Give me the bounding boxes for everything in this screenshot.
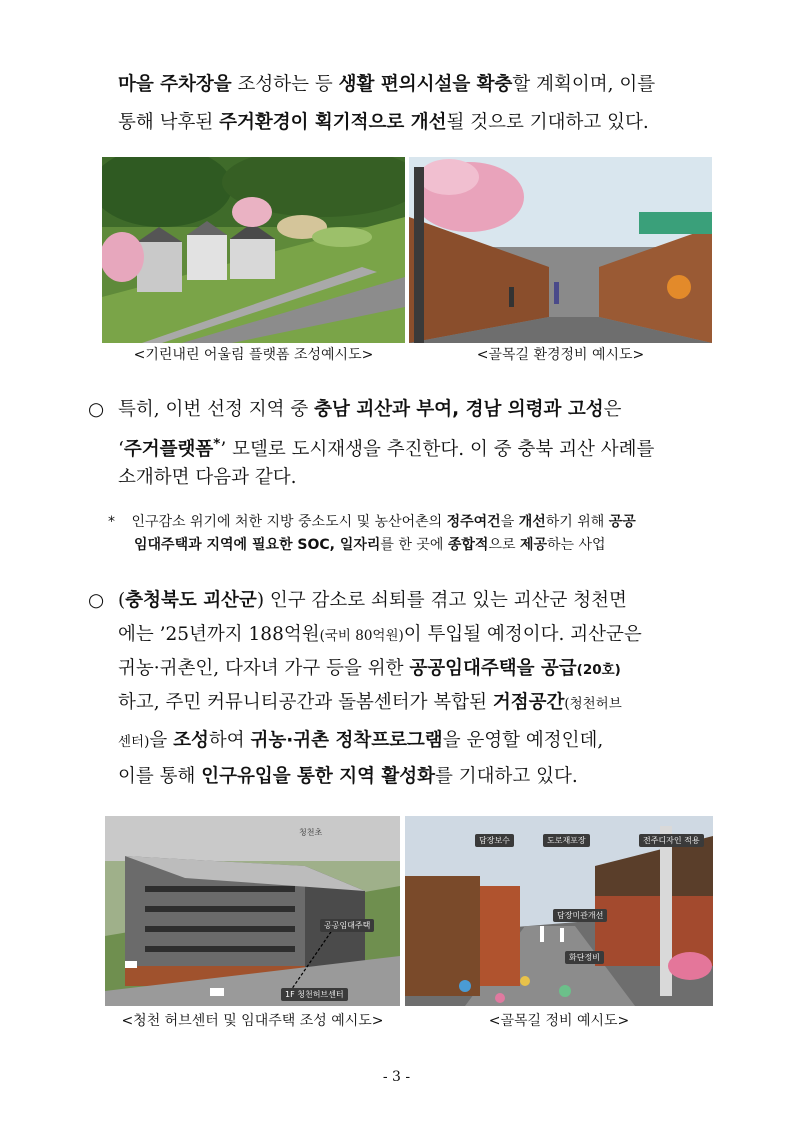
alley-label-flowerbed: 화단정비 [565,951,604,964]
bullet1-line-3: 소개하면 다음과 같다. [118,467,297,488]
intro-bold-1: 마을 주차장을 [118,74,232,95]
bullet2-line-2: 에는 ’25년까지 188억원(국비 80억원)이 투입될 예정이다. 괴산군은 [118,624,642,645]
bullet2-line-6: 이를 통해 인구유입을 통한 지역 활성화를 기대하고 있다. [118,766,578,787]
page-number: - 3 - [382,1069,411,1085]
bullet2-line-3: 귀농·귀촌인, 다자녀 가구 등을 위한 공공임대주택을 공급(20호) [118,658,621,679]
platform-rendering-image [102,157,405,343]
bullet2-symbol: ○ [88,590,105,611]
alley-rendering-image [409,157,712,343]
hub-label-center: 1F 청천허브센터 [281,988,348,1001]
footnote-line-1: * 인구감소 위기에 처한 지방 중소도시 및 농산어촌의 정주여건을 개선하기 위해 공공 [108,514,636,530]
alley-label-wall-repair: 담장보수 [475,834,514,847]
alley-label-wall-aesthetic: 담장미관개선 [553,909,607,922]
bullet1-symbol: ○ [88,399,105,420]
alley-label-pole-design: 전주디자인 적용 [639,834,704,847]
footnote-mark: * [108,514,115,530]
bullet1-line-1: ○ 특히, 이번 선정 지역 중 충남 괴산과 부여, 경남 의령과 고성은 [88,399,622,420]
hub-label-school: 청천초 [299,828,323,837]
hub-label-rental: 공공임대주택 [320,919,374,932]
top-right-caption: <골목길 환경정비 예시도> [476,347,645,363]
hub-center-rendering-image [105,816,400,1006]
bullet2-line-4: 하고, 주민 커뮤니티공간과 돌봄센터가 복합된 거점공간(청천허브 [118,692,622,713]
bullet2-line-5: 센터)을 조성하여 귀농·귀촌 정착프로그램을 운영할 예정인데, [118,730,604,751]
footnote-line-2: 임대주택과 지역에 필요한 SOC, 일자리를 한 곳에 종합적으로 제공하는 사업 [134,537,606,553]
bullet1-line-2: ‘주거플랫폼*’ 모델로 도시재생을 추진한다. 이 중 충북 괴산 사례를 [118,436,655,461]
alley-improvement-rendering-image [405,816,713,1006]
intro-line-2: 통해 낙후된 주거환경이 획기적으로 개선될 것으로 기대하고 있다. [118,112,649,133]
alley-label-repaving: 도로재포장 [543,834,590,847]
top-left-caption: <기린내린 어울림 플랫폼 조성예시도> [133,347,374,363]
intro-line-1: 마을 주차장을 조성하는 등 생활 편의시설을 확충할 계획이며, 이를 [118,74,656,95]
bullet2-line-1: ○ (충청북도 괴산군) 인구 감소로 쇠퇴를 겪고 있는 괴산군 청천면 [88,590,627,611]
bottom-left-caption: <청천 허브센터 및 임대주택 조성 예시도> [121,1013,384,1029]
bottom-right-caption: <골목길 정비 예시도> [488,1013,630,1029]
